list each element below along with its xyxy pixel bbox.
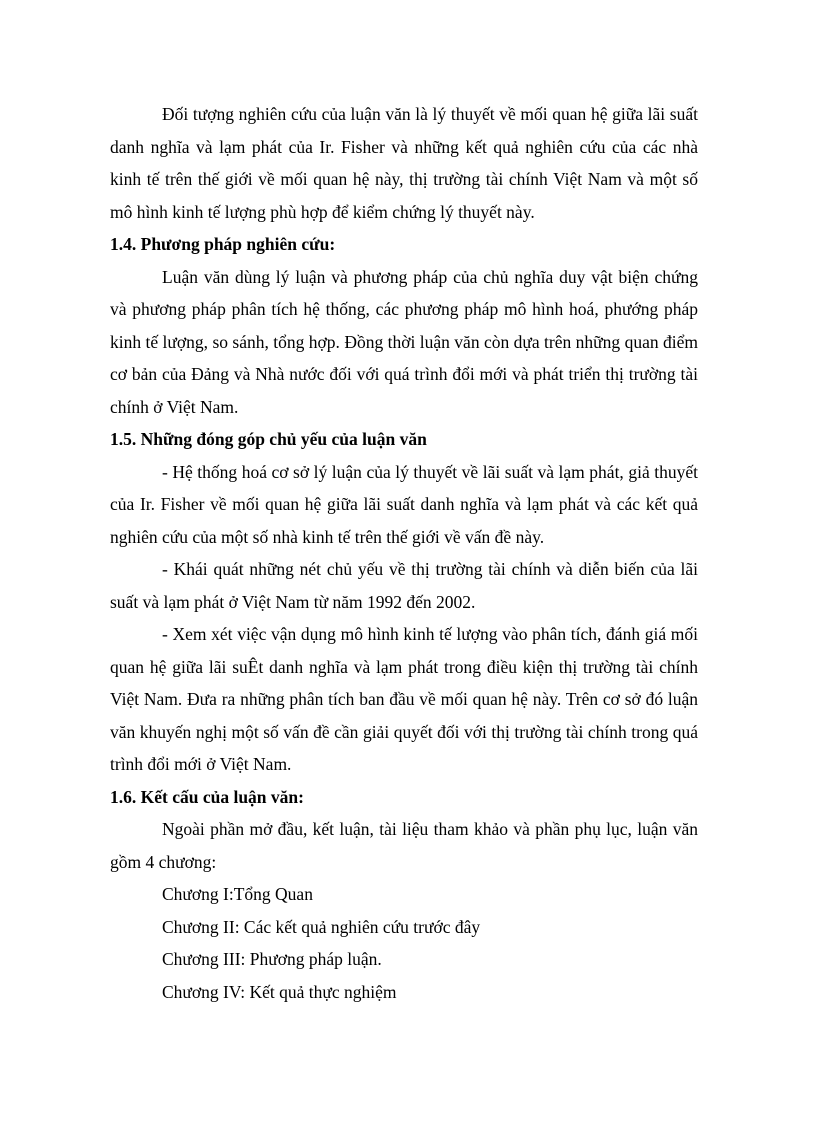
contribution-item-3: - Xem xét việc vận dụng mô hình kinh tế lượng vào phân tích, đánh giá mối quan hệ giữa lãi suÊt danh nghĩa và lạm phát trong điều kiện thị trường tài chính Việt Nam. Đưa ra những phân tích ban đầu về mối quan hệ này. Trên cơ sở đó luận văn khuyến nghị một số vấn đề cần giải quyết đối với thị trường tài chính trong quá trình đổi mới ở Việt Nam. xyxy=(110,624,698,774)
contribution-item-2: - Khái quát những nét chủ yếu về thị trường tài chính và diễn biến của lãi suất và lạm phát ở Việt Nam từ năm 1992 đến 2002. xyxy=(110,559,698,612)
chapter-item-1: Chương I:Tổng Quan xyxy=(162,884,313,904)
document-body xyxy=(110,98,698,1008)
chapter-item-3: Chương III: Phương pháp luận. xyxy=(162,949,382,969)
chapter-item-2: Chương II: Các kết quả nghiên cứu trước đây xyxy=(162,916,481,937)
section-heading-1-5: 1.5. Những đóng góp chủ yếu của luận văn xyxy=(110,429,427,449)
chapter-item-4: Chương IV: Kết quả thực nghiệm xyxy=(162,981,397,1002)
paragraph-research-method: Luận văn dùng lý luận và phương pháp của chủ nghĩa duy vật biện chứng và phương pháp phân tích hệ thống, các phương pháp mô hình hoá, phướng pháp kinh tế lượng, so sánh, tổng hợp. Đồng thời luận văn còn dựa trên những quan điểm cơ bản của Đảng và Nhà nước đối với quá trình đổi mới và phát triển thị trường tài chính ở Việt Nam. xyxy=(110,266,698,417)
contribution-item-1: - Hệ thống hoá cơ sở lý luận của lý thuyết về lãi suất và lạm phát, giả thuyết của Ir. Fisher về mối quan hệ giữa lãi suất danh nghĩa và lạm phát và các kết quả nghiên cứu của một số nhà kinh tế trên thế giới về vấn đề này. xyxy=(110,461,698,547)
section-heading-1-6: 1.6. Kết cấu của luận văn: xyxy=(110,786,304,807)
section-heading-1-4: 1.4. Phương pháp nghiên cứu: xyxy=(110,234,336,254)
paragraph-research-object: Đối tượng nghiên cứu của luận văn là lý thuyết về mối quan hệ giữa lãi suất danh nghĩa và lạm phát của Ir. Fisher và những kết quả nghiên cứu của các nhà kinh tế trên thế giới về mối quan hệ này, thị trường tài chính Việt Nam và một số mô hình kinh tế lượng phù hợp để kiểm chứng lý thuyết này. xyxy=(110,104,698,222)
paragraph-structure: Ngoài phần mở đầu, kết luận, tài liệu tham khảo và phần phụ lục, luận văn gồm 4 chương: xyxy=(110,819,698,872)
